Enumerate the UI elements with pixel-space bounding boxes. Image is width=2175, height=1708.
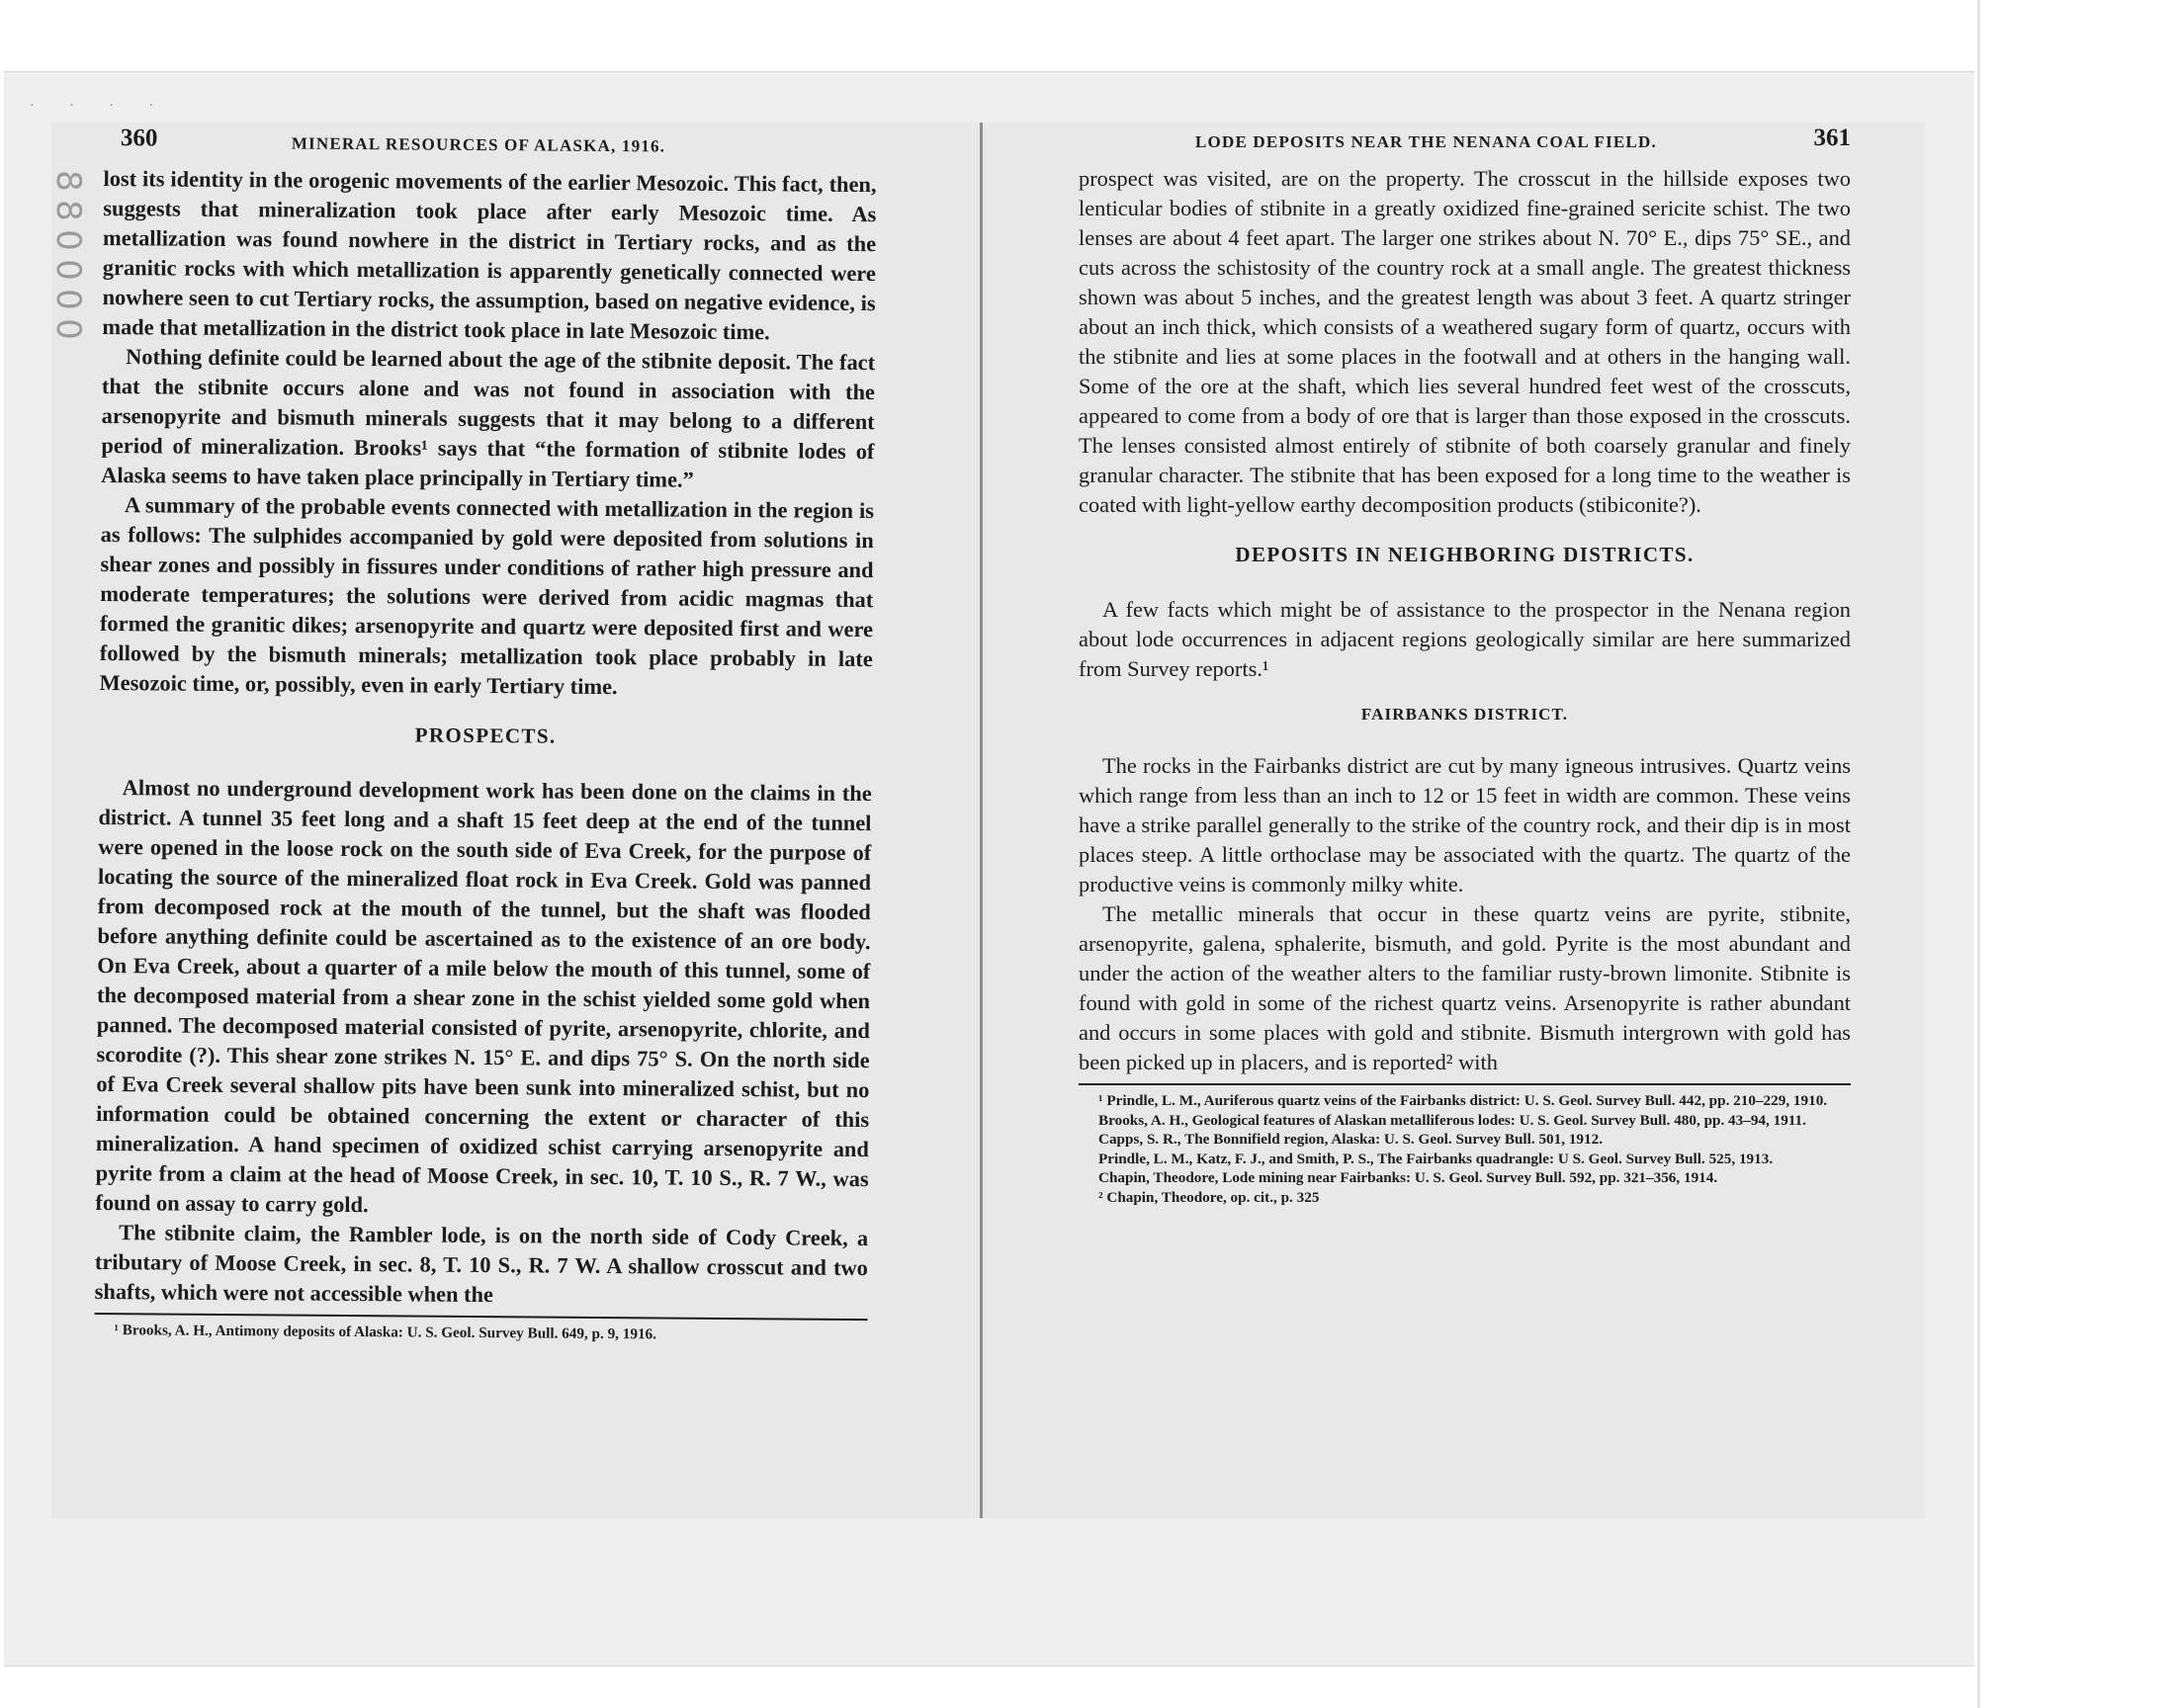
book-gutter	[980, 123, 983, 1518]
footnote: Prindle, L. M., Katz, F. J., and Smith, P. S., The Fairbanks quadrangle: U S. Geol. Survey Bull. 525, 1913.	[1098, 1150, 1774, 1167]
right-footnotes	[1079, 1091, 1851, 1207]
stamp-digit: 0	[48, 289, 88, 310]
left-running-title: MINERAL RESOURCES OF ALASKA, 1916.	[291, 133, 666, 156]
right-running-head	[1079, 125, 1851, 164]
scan-specks: · · · ·	[30, 99, 170, 114]
right-page	[1079, 125, 1851, 1508]
footnote: Capps, S. R., The Bonnifield region, Alaska: U. S. Geol. Survey Bull. 501, 1912.	[1098, 1131, 1603, 1148]
footnote-rule	[95, 1313, 868, 1321]
paragraph: lost its identity in the orogenic movements of the earlier Mesozoic. This fact, then, suggests that mineralization took place after early Mesozoic time. As metallization was found nowhere in the district in Tertiary rocks, and as the granitic rocks with which metallization is apparently genetically connected were nowhere seen to cut Tertiary rocks, the assumption, based on negative evidence, is made that metallization in the district took place in late Mesozoic time.	[102, 165, 877, 345]
right-running-title: LODE DEPOSITS NEAR THE NENANA COAL FIELD.	[1195, 132, 1657, 151]
footnote: ¹ Prindle, L. M., Auriferous quartz veins of the Fairbanks district: U. S. Geol. Survey Bull. 442, pp. 210–229, 1910.	[1098, 1092, 1828, 1109]
paragraph: The metallic minerals that occur in these quartz veins are pyrite, stibnite, arsenopyrite, galena, sphalerite, bismuth, and gold. Pyrite is the most abundant and under the action of the weather alters to the familiar rusty-brown limonite. Stibnite is found with gold in some of the richest quartz veins. Arsenopyrite is rather abundant and occurs in some places with gold and stibnite. Bismuth intergrown with gold has been picked up in placers, and is reported² with	[1079, 901, 1851, 1074]
stamp-digit: 8	[48, 170, 88, 192]
stamp-digit: 0	[48, 318, 88, 340]
footnote: ² Chapin, Theodore, op. cit., p. 325	[1098, 1188, 1320, 1206]
paragraph: A summary of the probable events connected with metallization in the region is as follows: The sulphides accompanied by gold were deposited from solutions in shear zones and possibly in fissures under conditions of rather high pressure and moderate temperatures; the solutions were derived from acidic magmas that formed the granitic dikes; arsenopyrite and quartz were deposited first and were followed by the bismuth minerals; metallization took place probably in late Mesozoic time, or, possibly, even in early Tertiary time.	[99, 492, 875, 700]
footnote: ¹ Brooks, A. H., Antimony deposits of Alaska: U. S. Geol. Survey Bull. 649, p. 9, 1916.	[114, 1322, 657, 1343]
left-footnotes	[94, 1321, 867, 1346]
footnote: Brooks, A. H., Geological features of Alaskan metalliferous lodes: U. S. Geol. Survey Bull. 480, pp. 43–94, 1911.	[1098, 1111, 1806, 1129]
right-page-number: 361	[1813, 125, 1851, 151]
left-body-text	[95, 164, 877, 1313]
section-heading-neighboring-districts: DEPOSITS IN NEIGHBORING DISTRICTS.	[1235, 543, 1695, 566]
left-running-head	[104, 125, 877, 170]
paragraph: A few facts which might be of assistance to the prospector in the Nenana region about lode occurrences in adjacent regions geologically similar are here summarized from Survey reports.¹	[1079, 597, 1851, 681]
left-page-number: 360	[120, 125, 158, 152]
stamp-digit: 0	[48, 259, 88, 281]
footnote-rule	[1079, 1083, 1851, 1085]
left-page	[93, 125, 877, 1514]
paragraph: Almost no underground development work has been done on the claims in the district. A tunnel 35 feet long and a shaft 15 feet deep at the end of the tunnel were opened in the loose rock on the south side of Eva Creek, for the purpose of locating the source of the mineralized float rock in Eva Creek. Gold was panned from decomposed rock at the mouth of the tunnel, but the shaft was flooded before anything definite could be ascertained as to the existence of an ore body. On Eva Creek, about a quarter of a mile below the mouth of this tunnel, some of the decomposed material from a shear zone in the schist yielded some gold when panned. The decomposed material consisted of pyrite, arsenopyrite, chlorite, and scorodite (?). This shear zone strikes N. 15° E. and dips 75° S. On the north side of Eva Creek several shallow pits have been sunk into mineralized schist, but no information could be obtained concerning the extent or character of this mineralization. A hand specimen of oxidized schist carrying arsenopyrite and pyrite from a claim at the head of Moose Creek, in sec. 10, T. 10 S., R. 7 W., was found on assay to carry gold.	[95, 775, 872, 1218]
right-body-text	[1079, 164, 1851, 1077]
paragraph: prospect was visited, are on the property. The crosscut in the hillside exposes two lenticular bodies of stibnite in a greatly oxidized fine-grained sericite schist. The two lenses are about 4 feet apart. The larger one strikes about N. 70° E., dips 75° SE., and cuts across the schistosity of the country rock at a small angle. The greatest thickness shown was about 5 inches, and the greatest length was about 3 feet. A quartz stringer about an inch thick, which consists of a weathered sugary form of quartz, occurs with the stibnite and lies at some places in the footwall and at others in the hanging wall. Some of the ore at the shaft, which lies several hundred feet west of the crosscuts, appeared to come from a body of ore that is larger than those exposed in the crosscuts. The lenses consisted almost entirely of stibnite of both coarsely granular and finely granular character. The stibnite that has been exposed for a long time to the weather is coated with light-yellow earthy decomposition products (stibiconite?).	[1079, 166, 1851, 517]
stamp-digit: 0	[48, 229, 88, 251]
paragraph: Nothing definite could be learned about the age of the stibnite deposit. The fact that the stibnite occurs alone and was not found in association with the arsenopyrite and bismuth minerals suggests that it may belong to a different period of mineralization. Brooks¹ says that “the formation of stibnite lodes of Alaska seems to have taken place principally in Tertiary time.”	[101, 344, 876, 492]
margin-stamp-digits	[48, 166, 88, 344]
section-heading-prospects: PROSPECTS.	[414, 723, 557, 748]
scanner-edge-line	[1977, 0, 1980, 1708]
stamp-digit: 8	[48, 200, 88, 221]
paragraph: The rocks in the Fairbanks district are cut by many igneous intrusives. Quartz veins which range from less than an inch to 12 or 15 feet in width are common. These veins have a strike parallel generally to the strike of the country rock, and their dip is in most places steep. A little orthoclase may be associated with the quartz. The quartz of the productive veins is commonly milky white.	[1079, 753, 1851, 897]
subsection-heading-fairbanks: FAIRBANKS DISTRICT.	[1360, 705, 1569, 724]
paragraph: The stibnite claim, the Rambler lode, is on the north side of Cody Creek, a tributary of Moose Creek, in sec. 8, T. 10 S., R. 7 W. A shallow crosscut and two shafts, which were not accessible when the	[94, 1220, 869, 1308]
footnote: Chapin, Theodore, Lode mining near Fairbanks: U. S. Geol. Survey Bull. 592, pp. 321–356, 1914.	[1098, 1169, 1718, 1186]
